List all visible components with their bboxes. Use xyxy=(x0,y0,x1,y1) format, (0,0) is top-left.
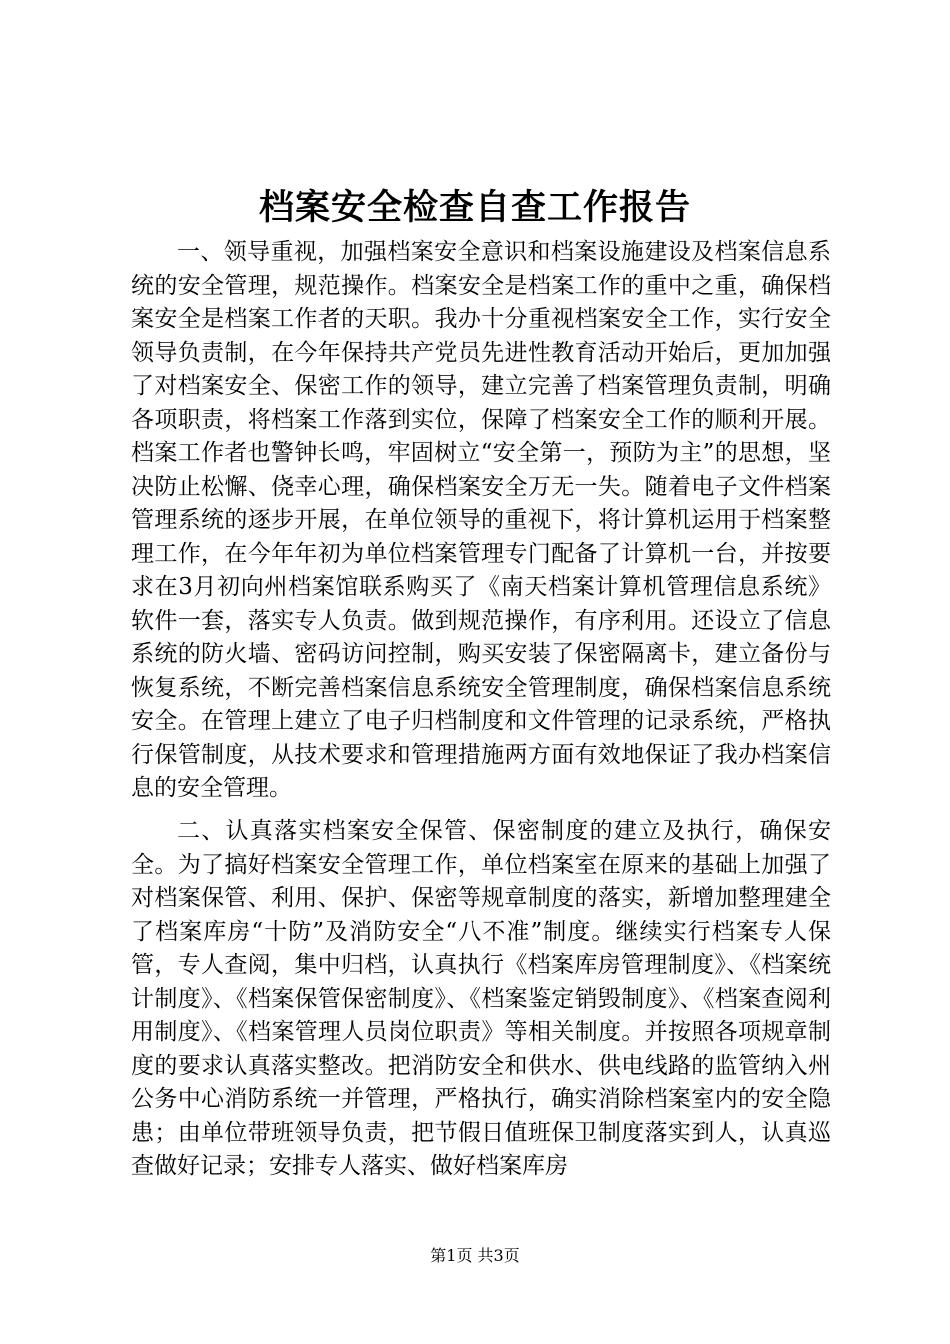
document-title: 档案安全检查自查工作报告 xyxy=(258,187,691,228)
page-footer: 第1页 共3页 xyxy=(430,1246,520,1265)
paragraph-security-rules: 二、认真落实档案安全保管、保密制度的建立及执行，确保安全。为了搞好档案安全管理工作，单位档案室在原来的基础上加强了对档案保管、利用、保护、保密等规章制度的落实，新增加整理建全了档案库房“十防”及消防安全“八不准”制度。继续实行档案专人保管，专人查阅，集中归档，认真执行《档案库房管理制度》、《档案统计制度》、《档案保管保密制度》、《档案鉴定销毁制度》、《档案查阅利用制度》、《档案管理人员岗位职责》等相关制度。并按照各项规章制度的要求认真落实整改。把消防安全和供水、供电线路的监管纳入州公务中心消防系统一并管理，严格执行，确实消除档案室内的安全隐患；由单位带班领导负责，把节假日值班保卫制度落实到人，认真巡查做好记录；安排专人落实、做好档案库房 xyxy=(131,818,831,1179)
paragraph-leadership: 一、领导重视，加强档案安全意识和档案设施建设及档案信息系统的安全管理，规范操作。档案安全是档案工作的重中之重，确保档案安全是档案工作者的天职。我办十分重视档案安全工作，实行安全领导负责制，在今年保持共产党员先进性教育活动开始后，更加加强了对档案安全、保密工作的领导，建立完善了档案管理负责制，明确各项职责，将档案工作落到实位，保障了档案安全工作的顺利开展。档案工作者也警钟长鸣，牢固树立“安全第一，预防为主”的思想，坚决防止松懈、侥幸心理，确保档案安全万无一失。随着电子文件档案管理系统的逐步开展，在单位领导的重视下，将计算机运用于档案整理工作，在今年年初为单位档案管理专门配备了计算机一台，并按要求在3月初向州档案馆联系购买了《南天档案计算机管理信息系统》软件一套，落实专人负责。做到规范操作，有序利用。还设立了信息系统的防火墙、密码访问控制，购买安装了保密隔离卡，建立备份与恢复系统，不断完善档案信息系统安全管理制度，确保档案信息系统安全。在管理上建立了电子归档制度和文件管理的记录系统，严格执行保管制度，从技术要求和管理措施两方面有效地保证了我办档案信息的安全管理。 xyxy=(131,239,831,801)
